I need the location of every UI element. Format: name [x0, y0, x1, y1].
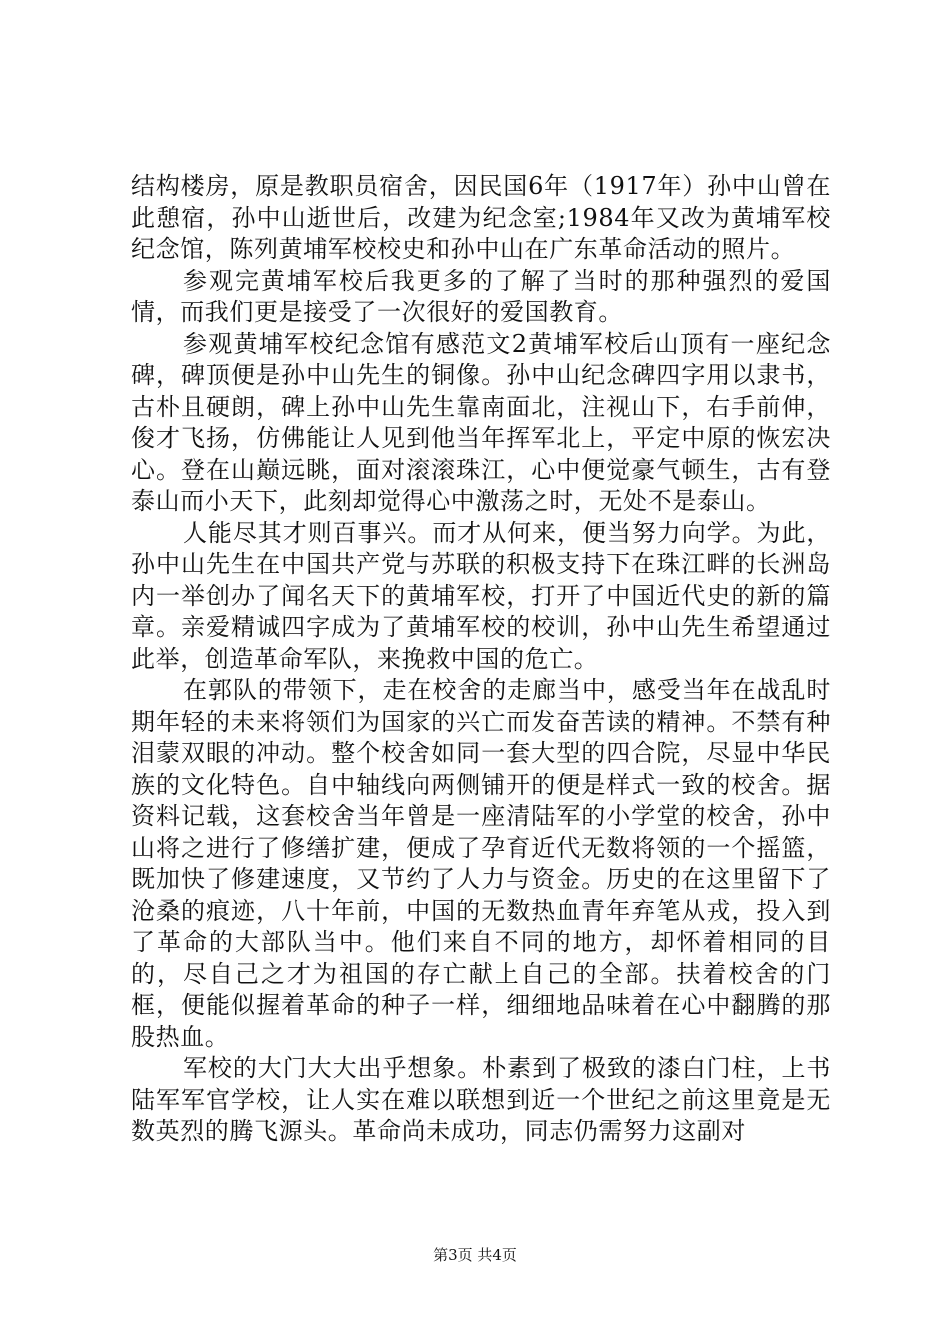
paragraph-2: 参观完黄埔军校后我更多的了解了当时的那种强烈的爱国情，而我们更是接受了一次很好的爱国教育。 — [131, 266, 831, 326]
paragraph-5: 在郭队的带领下，走在校舍的走廊当中，感受当年在战乱时期年轻的未来将领们为国家的兴亡而发奋苦读的精神。不禁有种泪蒙双眼的冲动。整个校舍如同一套大型的四合院，尽显中华民族的文化特色。自中轴线向两侧铺开的便是样式一致的校舍。据资料记载，这套校舍当年曾是一座清陆军的小学堂的校舍，孙中山将之进行了修缮扩建，便成了孕育近代无数将领的一个摇篮，既加快了修建速度，又节约了人力与资金。历史的在这里留下了沧桑的痕迹，八十年前，中国的无数热血青年弃笔从戎，投入到了革命的大部队当中。他们来自不同的地方，却怀着相同的目的，尽自己之才为祖国的存亡献上自己的全部。扶着校舍的门框，便能似握着革命的种子一样，细细地品味着在心中翻腾的那股热血。 — [131, 676, 831, 1051]
body-text — [131, 171, 831, 1148]
page-footer: 第3页 共4页 — [433, 1246, 517, 1264]
paragraph-6: 军校的大门大大出乎想象。朴素到了极致的漆白门柱，上书陆军军官学校，让人实在难以联想到近一个世纪之前这里竟是无数英烈的腾飞源头。革命尚未成功，同志仍需努力这副对 — [131, 1054, 831, 1145]
paragraph-1: 结构楼房，原是教职员宿舍，因民国6年（1917年）孙中山曾在此憩宿，孙中山逝世后，改建为纪念室;1984年又改为黄埔军校纪念馆，陈列黄埔军校校史和孙中山在广东革命活动的照片。 — [131, 172, 831, 263]
paragraph-3: 参观黄埔军校纪念馆有感范文2黄埔军校后山顶有一座纪念碑，碑顶便是孙中山先生的铜像。孙中山纪念碑四字用以隶书，古朴且硬朗，碑上孙中山先生靠南面北，注视山下，右手前伸，俊才飞扬，仿佛能让人见到他当年挥军北上，平定中原的恢宏决心。登在山巅远眺，面对滚滚珠江，心中便觉豪气顿生，古有登泰山而小天下，此刻却觉得心中激荡之时，无处不是泰山。 — [131, 329, 831, 515]
paragraph-4: 人能尽其才则百事兴。而才从何来，便当努力向学。为此，孙中山先生在中国共产党与苏联的积极支持下在珠江畔的长洲岛内一举创办了闻名天下的黄埔军校，打开了中国近代史的新的篇章。亲爱精诚四字成为了黄埔军校的校训，孙中山先生希望通过此举，创造革命军队，来挽救中国的危亡。 — [131, 518, 831, 673]
